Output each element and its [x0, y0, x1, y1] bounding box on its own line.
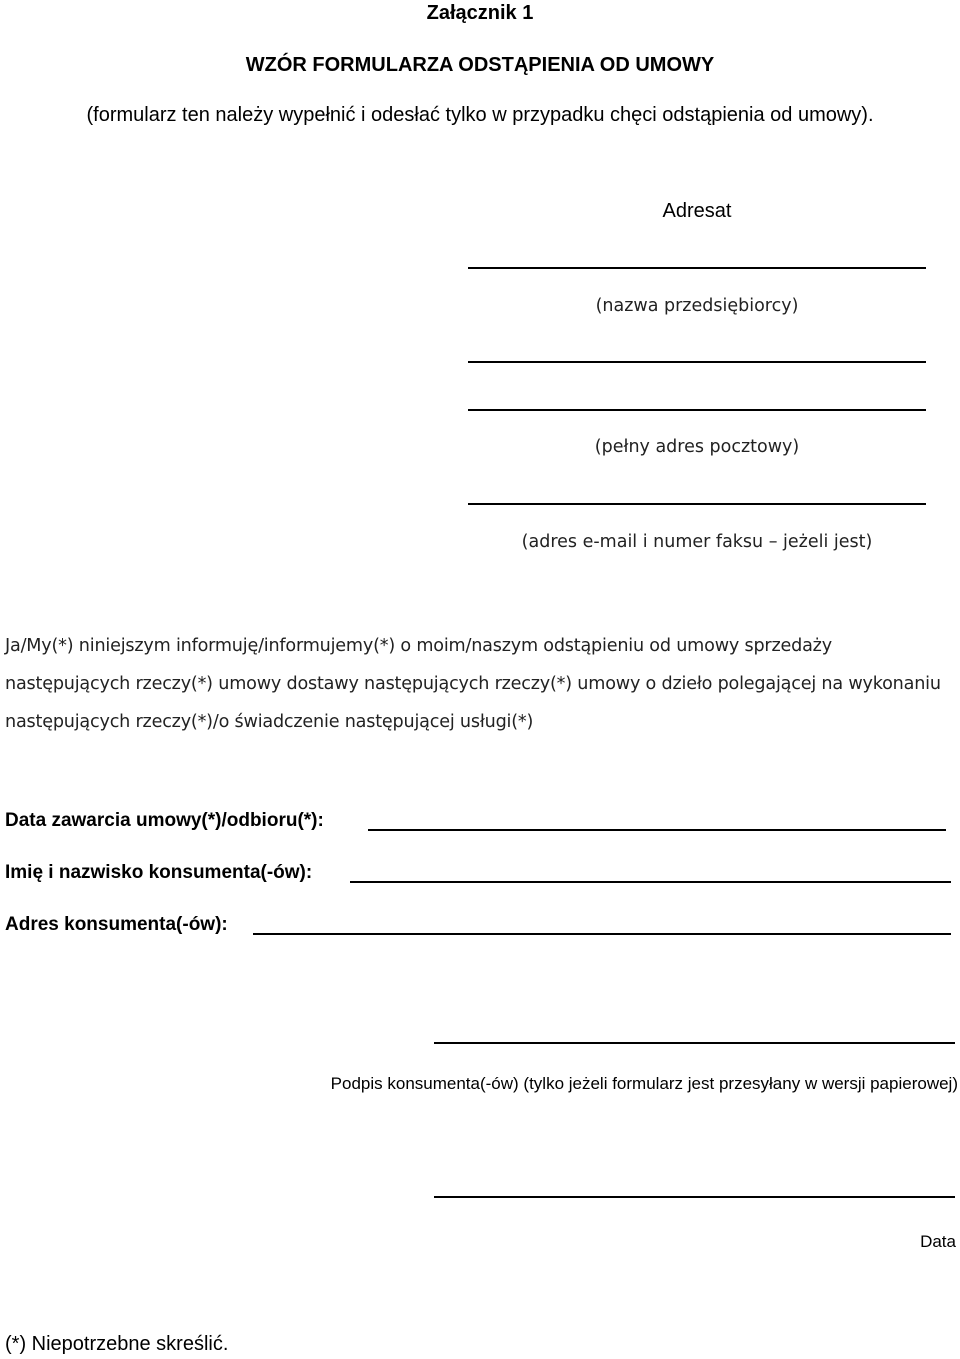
consumer-name-label: Imię i nazwisko konsumenta(-ów): — [5, 862, 313, 883]
email-fax-line — [468, 503, 926, 505]
postal-address-line — [468, 409, 926, 411]
recipient-heading: Adresat — [662, 200, 732, 222]
annex-label: Załącznik 1 — [426, 2, 534, 24]
contract-date-label: Data zawarcia umowy(*)/odbioru(*): — [5, 810, 324, 831]
consumer-address-label: Adres konsumenta(-ów): — [5, 914, 228, 935]
footnote: (*) Niepotrzebne skreślić. — [5, 1333, 229, 1355]
signature-field[interactable] — [434, 1042, 955, 1044]
withdrawal-statement: Ja/My(*) niniejszym informuję/informujemy(*) o moim/naszym odstąpieniu od umowy sprzedaży następujących rzeczy(*) umowy dostawy następujących rzeczy(*) umowy o dzieło polegającej na wykonaniu następujących rzeczy(*)/o świadczenie następującej usługi(*) — [5, 636, 941, 732]
business-name-label: (nazwa przedsiębiorcy) — [595, 296, 799, 316]
signature-label: Podpis konsumenta(-ów) (tylko jeżeli formularz jest przesyłany w wersji papierowej) — [330, 1074, 958, 1093]
business-name-line — [468, 267, 926, 269]
email-fax-label: (adres e-mail i numer faksu – jeżeli jest) — [521, 532, 873, 552]
contract-date-field[interactable] — [368, 829, 946, 831]
date-field[interactable] — [434, 1196, 955, 1198]
form-title: WZÓR FORMULARZA ODSTĄPIENIA OD UMOWY — [245, 54, 715, 76]
postal-address-label: (pełny adres pocztowy) — [594, 437, 800, 457]
form-subtitle: (formularz ten należy wypełnić i odesłać tylko w przypadku chęci odstąpienia od umowy). — [86, 104, 874, 126]
consumer-address-field[interactable] — [253, 933, 951, 935]
postal-address-line — [468, 361, 926, 363]
consumer-name-field[interactable] — [350, 881, 951, 883]
date-label: Data — [920, 1232, 956, 1251]
